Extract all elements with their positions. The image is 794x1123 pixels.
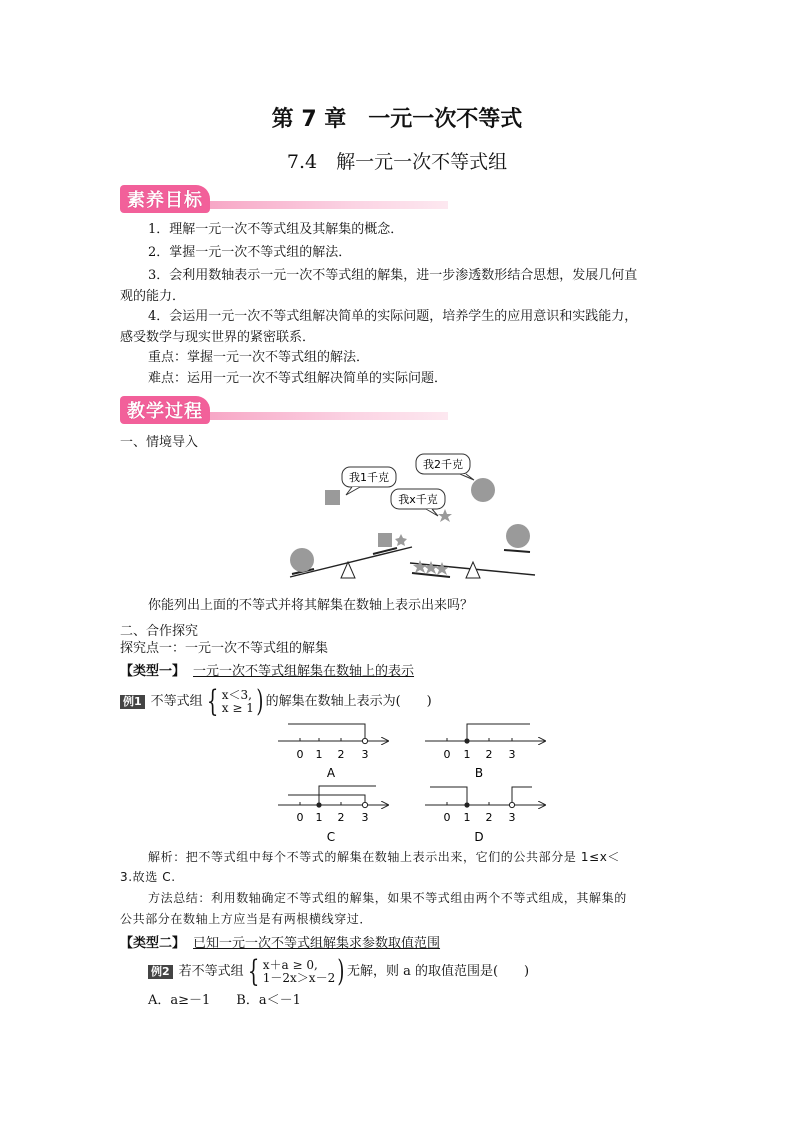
chapter-title: 第 7 章 一元一次不等式 [271,107,523,132]
option-label: C [326,830,336,844]
example-tail: 的解集在数轴上表示为( ) [265,694,432,709]
star-weight [438,509,452,522]
example-lead: 不等式组 [150,694,203,709]
inequality-row: 1－2x＞x－2 [262,971,336,985]
option-label: A [326,766,336,780]
key-point: 重点：掌握一元一次不等式组的解法． [148,350,370,365]
inequality-row: x ≥ 1 [221,701,254,715]
goal-item: 观的能力． [120,289,186,304]
type-topic: 一元一次不等式组解集在数轴上的表示 [193,664,415,679]
section-title: 7.4 解一元一次不等式组 [286,151,508,173]
bubble-text: 我1千克 [349,471,389,484]
option-label: D [474,830,484,844]
tick-label: 2 [485,811,493,824]
bubble-text: 我2千克 [423,458,463,471]
inequality-row: x＜3, [221,688,252,702]
tick-label: 0 [443,811,451,824]
tick-label: 3 [361,748,369,761]
goal-item: 感受数学与现实世界的紧密联系． [120,330,316,345]
tick-label: 3 [361,811,369,824]
explore-point: 探究点一：一元一次不等式组的解集 [120,641,329,656]
speech-bubble [391,489,445,516]
example-tail: 无解，则 a 的取值范围是( ) [346,964,530,979]
part-heading: 二、合作探究 [120,624,199,639]
analysis-text: 解析：把不等式组中每个不等式的解集在数轴上表示出来，它们的公共部分是 1≤x＜ [148,850,621,864]
method-summary: 方法总结：利用数轴确定不等式组的解集，如果不等式组由两个不等式组成，其解集的 [148,891,627,905]
square-weight [325,490,340,505]
bubble-text: 我x千克 [398,493,438,506]
tick-label: 1 [463,811,471,824]
type-tag: 【类型二】 [120,936,186,951]
answer-choices: A．a≥－1 B．a＜－1 [148,993,301,1008]
option-b[interactable] [425,724,545,780]
tick-label: 0 [296,811,304,824]
process-banner-label: 教学过程 [120,396,210,424]
goal-item: 2．掌握一元一次不等式组的解法． [148,245,352,260]
option-c[interactable] [278,786,388,844]
type-heading [120,932,440,951]
type-heading [120,660,414,679]
tick-label: 2 [337,748,345,761]
tick-label: 1 [315,811,323,824]
speech-bubble [342,467,396,495]
tick-label: 2 [485,748,493,761]
part-heading: 一、情境导入 [120,435,199,450]
ball-weight [471,478,495,502]
process-banner [120,396,448,424]
example-lead: 若不等式组 [178,964,244,979]
inequality-system: { x＜3, x ≥ 1 ) [206,684,264,719]
goals-banner-bar [210,201,448,209]
goals-banner [120,185,448,213]
right-balance [410,524,535,578]
option-label: B [474,766,484,780]
analysis-text: 3.故选 C. [120,870,176,884]
difficult-point: 难点：运用一元一次不等式组解决简单的实际问题． [148,371,448,386]
type-topic: 已知一元一次不等式组解集求参数取值范围 [193,936,441,951]
tick-label: 0 [443,748,451,761]
goal-item: 4．会运用一元一次不等式组解决简单的实际问题，培养学生的应用意识和实践能力， [148,309,638,324]
tick-label: 1 [463,748,471,761]
example-badge: 例2 [148,965,173,979]
inequality-row: x＋a ≥ 0, [262,958,318,972]
left-balance [290,533,412,578]
option-a[interactable] [278,724,388,780]
method-summary: 公共部分在数轴上方应当是有两根横线穿过． [120,912,373,926]
option-d[interactable] [425,787,545,844]
balance-illustration [270,450,550,590]
process-banner-bar [210,412,448,420]
goals-banner-label: 素养目标 [120,185,210,213]
tick-label: 0 [296,748,304,761]
type-tag: 【类型一】 [120,664,186,679]
example-1 [120,684,432,719]
speech-bubble [416,454,474,480]
example-badge: 例1 [120,695,145,709]
scene-question: 你能列出上面的不等式并将其解集在数轴上表示出来吗？ [148,598,474,613]
tick-label: 3 [508,811,516,824]
tick-label: 1 [315,748,323,761]
goal-item: 1．理解一元一次不等式组及其解集的概念． [148,222,404,237]
inequality-system: { x＋a ≥ 0, 1－2x＞x－2 ) [247,954,345,989]
tick-label: 3 [508,748,516,761]
number-line-options [270,715,560,850]
goal-item: 3．会利用数轴表示一元一次不等式组的解集，进一步渗透数形结合思想，发展几何直 [148,268,638,283]
example-2 [148,954,530,989]
tick-label: 2 [337,811,345,824]
